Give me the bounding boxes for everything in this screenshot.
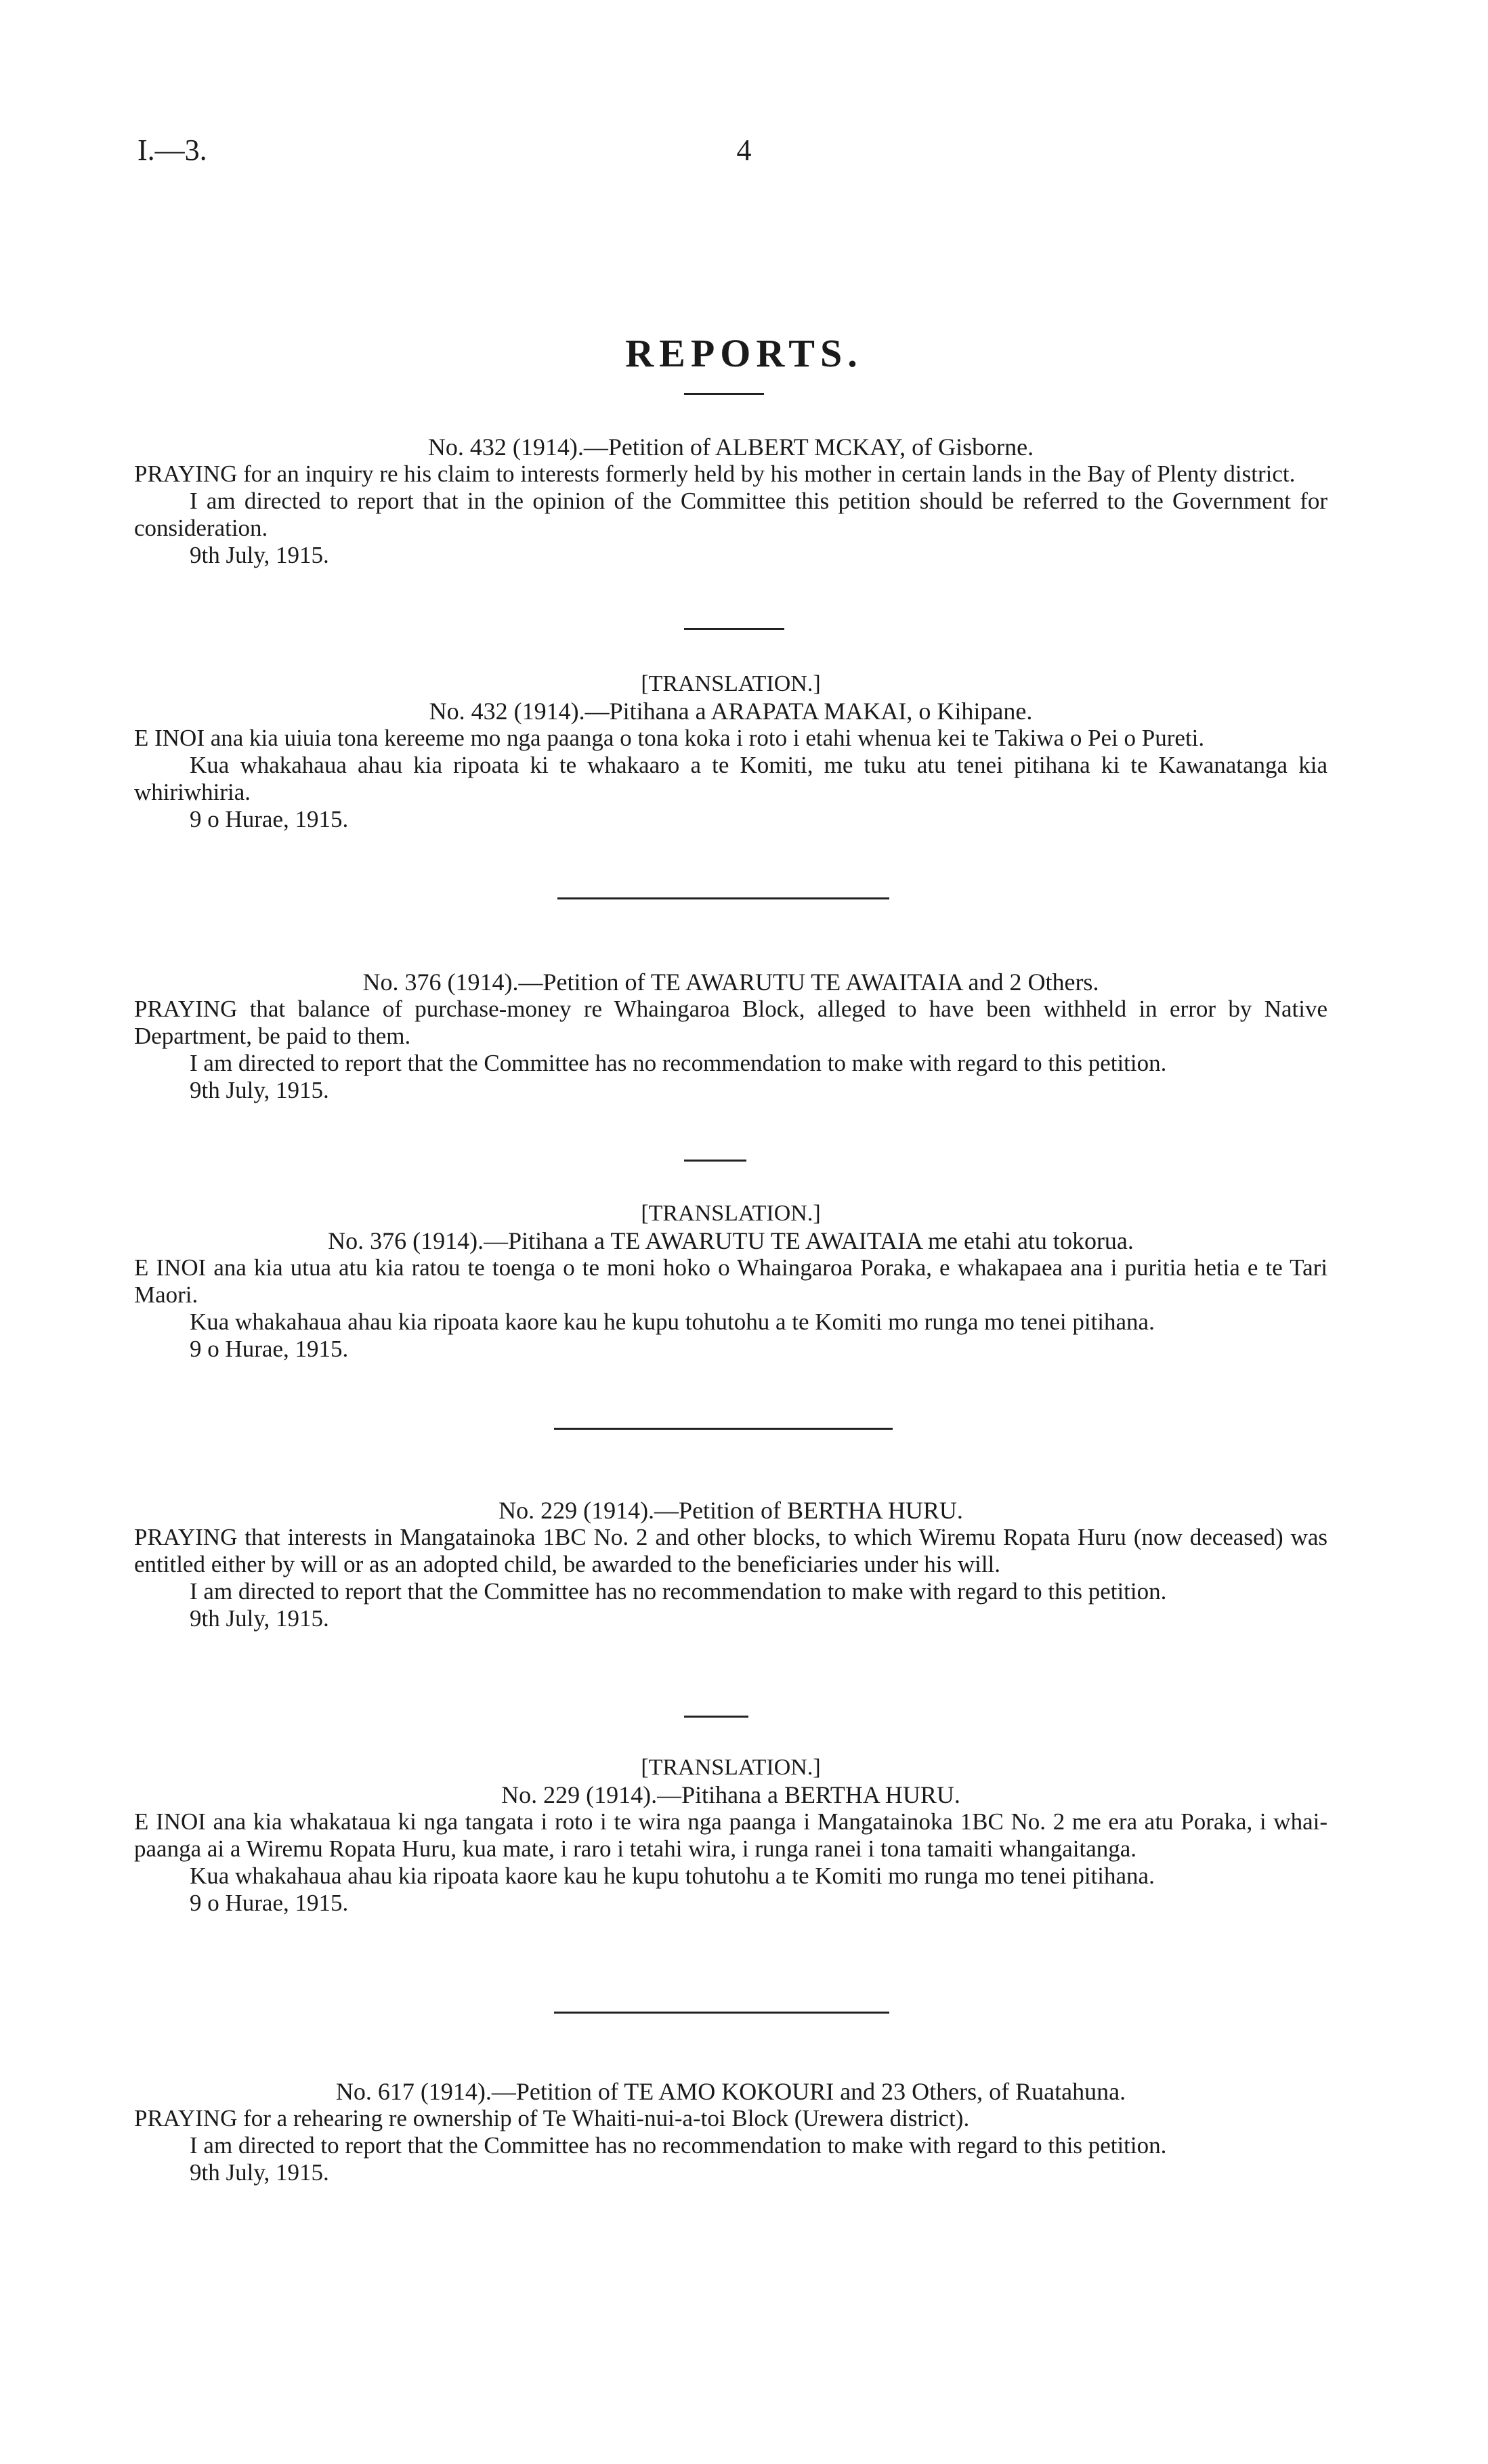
- report-date: 9 o Hurae, 1915.: [190, 806, 349, 832]
- petition-prayer: PRAYING that balance of purchase-money re Whaingaroa Block, alleged to have been withheld in error by Native Department, be paid to them.: [134, 996, 1327, 1049]
- document-reference: I.—3.: [137, 133, 207, 167]
- report-date: 9th July, 1915.: [190, 2159, 329, 2186]
- divider: [684, 1716, 748, 1718]
- translation-label: [TRANSLATION.]: [641, 671, 821, 696]
- petition-prayer: PRAYING for a rehearing re ownership of Te Whaiti-nui-a-toi Block (Urewera district).: [134, 2105, 970, 2131]
- page-header: [0, 133, 1488, 173]
- page-title: REPORTS.: [625, 331, 863, 375]
- committee-report: I am directed to report that the Committee has no recommendation to make with regard to this petition.: [190, 1578, 1167, 1605]
- divider: [684, 1160, 746, 1162]
- divider: [554, 1428, 893, 1430]
- petition-entry: [134, 969, 1327, 1104]
- committee-report: Kua whakahaua ahau kia ripoata kaore kau he kupu tohutohu a te Komiti mo runga mo tenei pitihana.: [190, 1863, 1155, 1889]
- report-date: 9th July, 1915.: [190, 1605, 329, 1632]
- petition-heading: No. 376 (1914).—Petition of TE AWARUTU TE AWAITAIA and 2 Others.: [362, 969, 1099, 996]
- petition-heading: No. 432 (1914).—Pitihana a ARAPATA MAKAI, o Kihipane.: [429, 698, 1033, 725]
- petition-heading: No. 229 (1914).—Petition of BERTHA HURU.: [498, 1497, 963, 1524]
- petition-entry: [134, 433, 1327, 569]
- petition-prayer: PRAYING for an inquiry re his claim to interests formerly held by his mother in certain lands in the Bay of Plenty district.: [134, 461, 1296, 487]
- committee-report: Kua whakahaua ahau kia ripoata kaore kau he kupu tohutohu a te Komiti mo runga mo tenei pitihana.: [190, 1309, 1155, 1335]
- petition-heading: No. 432 (1914).—Petition of ALBERT MCKAY, of Gisborne.: [427, 433, 1034, 461]
- translation-entry: [134, 1754, 1327, 1917]
- committee-report: I am directed to report that in the opinion of the Committee this petition should be referred to the Government for consideration.: [134, 488, 1327, 541]
- translation-entry: [134, 1200, 1327, 1363]
- petition-prayer: E INOI ana kia uiuia tona kereeme mo nga paanga o tona koka i roto i etahi whenua kei te Takiwa o Pei o Pureti.: [134, 725, 1205, 751]
- divider: [554, 2012, 889, 2014]
- divider: [684, 628, 784, 630]
- divider: [557, 897, 889, 899]
- committee-report: I am directed to report that the Committee has no recommendation to make with regard to this petition.: [190, 2132, 1167, 2159]
- petition-heading: No. 376 (1914).—Pitihana a TE AWARUTU TE AWAITAIA me etahi atu tokorua.: [328, 1227, 1134, 1254]
- report-date: 9 o Hurae, 1915.: [190, 1336, 349, 1362]
- report-date: 9th July, 1915.: [190, 542, 329, 568]
- committee-report: Kua whakahaua ahau kia ripoata ki te whakaaro a te Komiti, me tuku atu tenei pitihana ki te Kawanatanga kia whiriwhiria.: [134, 752, 1327, 805]
- translation-label: [TRANSLATION.]: [641, 1201, 821, 1226]
- translation-label: [TRANSLATION.]: [641, 1755, 821, 1780]
- petition-entry: [134, 2078, 1327, 2186]
- petition-prayer: PRAYING that interests in Mangatainoka 1BC No. 2 and other blocks, to which Wiremu Ropata Huru (now deceased) was entitled either by will or as an adopted child, be awarded to the beneficiaries under his will.: [134, 1524, 1327, 1577]
- petition-entry: [134, 1497, 1327, 1632]
- translation-entry: [134, 671, 1327, 833]
- report-date: 9 o Hurae, 1915.: [190, 1890, 349, 1916]
- page-number: 4: [736, 133, 752, 167]
- committee-report: I am directed to report that the Committee has no recommendation to make with regard to this petition.: [190, 1050, 1167, 1076]
- petition-prayer: E INOI ana kia utua atu kia ratou te toenga o te moni hoko o Whaingaroa Poraka, e whakapaea ana i puritia hetia e te Tari Maori.: [134, 1254, 1327, 1308]
- report-date: 9th July, 1915.: [190, 1077, 329, 1103]
- petition-heading: No. 617 (1914).—Petition of TE AMO KOKOURI and 23 Others, of Ruatahuna.: [335, 2078, 1126, 2105]
- petition-heading: No. 229 (1914).—Pitihana a BERTHA HURU.: [501, 1781, 960, 1808]
- divider: [684, 393, 764, 395]
- petition-prayer: E INOI ana kia whakataua ki nga tangata i roto i te wira nga paanga i Mangatainoka 1BC No. 2 me era atu Poraka, i whai-paanga ai a Wiremu Ropata Huru, kua mate, i raro i tetahi wira, i runga ranei i tona tamaiti whangaitanga.: [134, 1808, 1327, 1862]
